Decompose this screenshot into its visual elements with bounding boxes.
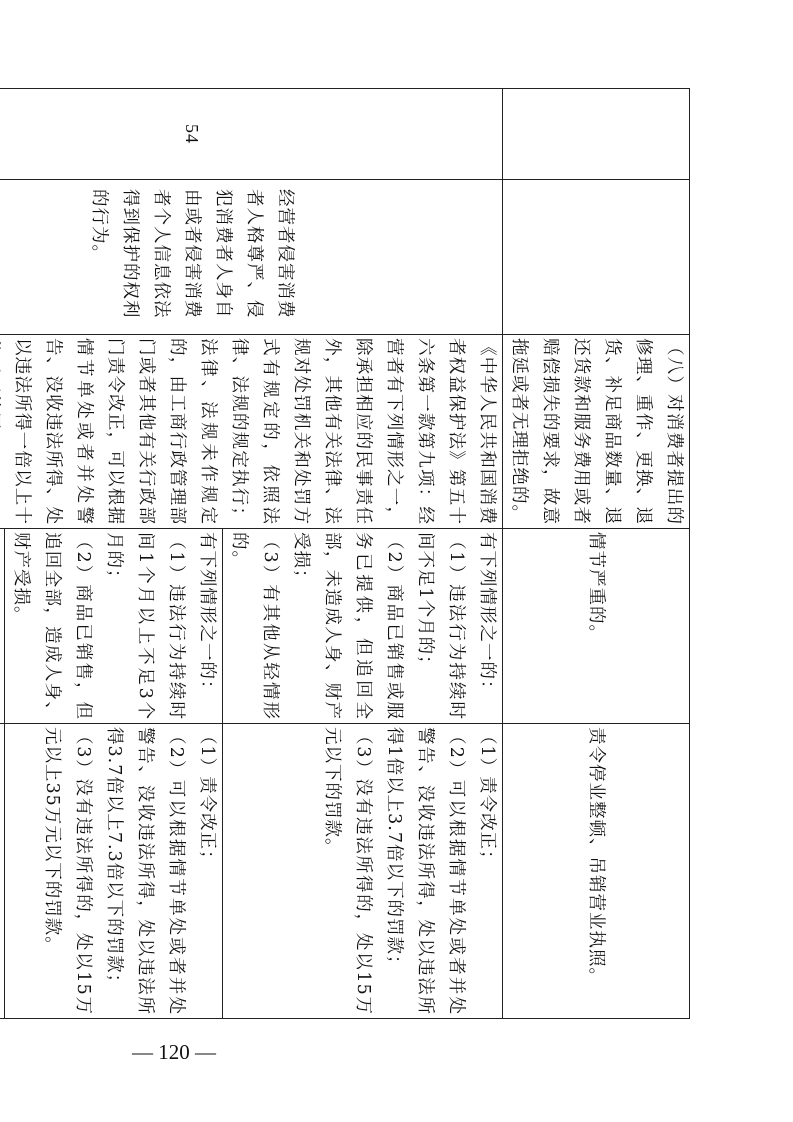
continued-row — [503, 89, 690, 1019]
penalty-line: （3）没有违法所得的，处以15万元以下的罚款。 — [322, 727, 373, 1015]
situation-line — [0, 529, 4, 723]
situation-cell-severe — [503, 529, 690, 724]
penalty-cell-heavy — [0, 724, 5, 1019]
violation-item-text: 经营者侵害消费者人格尊严、侵犯消费者人身自由或者侵害消费者个人信息依法得到保护的权利的行为。 — [89, 189, 296, 319]
penalty-standard-table — [0, 88, 690, 1019]
situation-line: （3）有其他从轻情形的。 — [229, 532, 280, 720]
penalty-cell-general — [5, 724, 223, 1019]
basis-cell-continued — [503, 335, 690, 529]
situation-line: 有下列情形之一的： — [477, 532, 497, 699]
violation-item-cell — [0, 180, 503, 335]
penalty-line — [0, 724, 4, 1018]
basis-tail-text: （八）对消费者提出的修理、重作、更换、退货、补足商品数量、退还货款和服务费用或者赔偿损失的要求，故意拖延或者无理拒绝的。 — [509, 338, 684, 525]
situation-line: （2）商品已销售，但追回全部，造成人身、财产受损。 — [11, 532, 93, 720]
number-cell-empty — [503, 89, 690, 180]
penalty-line: （1）责令改正； — [477, 727, 497, 869]
situation-cell-light — [223, 529, 503, 724]
situation-line: 有下列情形之一的： — [197, 532, 217, 699]
legal-basis-text: 《中华人民共和国消费者权益保护法》第五十六条第一款第九项：经营者有下列情形之一，除承担相应的民事责任外，其他有关法律、法规对处罚机关和处罚方式有规定的，依照法律、法规的规定执行；法律、法规未作规定的，由工商行政管理部门或者其他有关行政部门责令改正，可以根据情节单处或者并处警告、没收违法所得、处以违法所得一倍以上十 — [12, 338, 497, 525]
row-number: 54 — [182, 124, 203, 144]
page-number: — 120 — — [132, 1040, 216, 1064]
penalty-line: （2）可以根据情节单处或者并处警告、没收违法所得，处以违法所得1倍以上3.7倍以下的罚款； — [384, 727, 466, 1015]
penalty-cell-light — [223, 724, 503, 1019]
situation-line: （1）违法行为持续时间1个月以上不足3个月的； — [104, 532, 186, 720]
situation-severe-text: 情节严重的。 — [586, 532, 607, 643]
penalty-line: （3）没有违法所得的，处以15万元以上35万元以下的罚款。 — [42, 727, 93, 1015]
legal-basis-cell — [0, 335, 503, 529]
row-number-cell — [0, 89, 503, 180]
penalty-line: （1）责令改正； — [197, 727, 217, 869]
situation-cell-heavy — [0, 529, 5, 724]
situation-line: （2）商品已销售或服务已提供，但追回全部，未造成人身、财产受损； — [291, 532, 404, 720]
penalty-cell-severe — [503, 724, 690, 1019]
penalty-severe-text: 责令停业整顿、吊销营业执照。 — [586, 727, 607, 986]
item-cell-empty — [503, 180, 690, 335]
situation-line: （1）违法行为持续时间不足1个月的； — [415, 532, 466, 720]
situation-cell-general — [5, 529, 223, 724]
table-row — [223, 89, 503, 1019]
penalty-line: （2）可以根据情节单处或者并处警告、没收违法所得，处以违法所得3.7倍以上7.3倍以下的罚款； — [104, 727, 186, 1015]
